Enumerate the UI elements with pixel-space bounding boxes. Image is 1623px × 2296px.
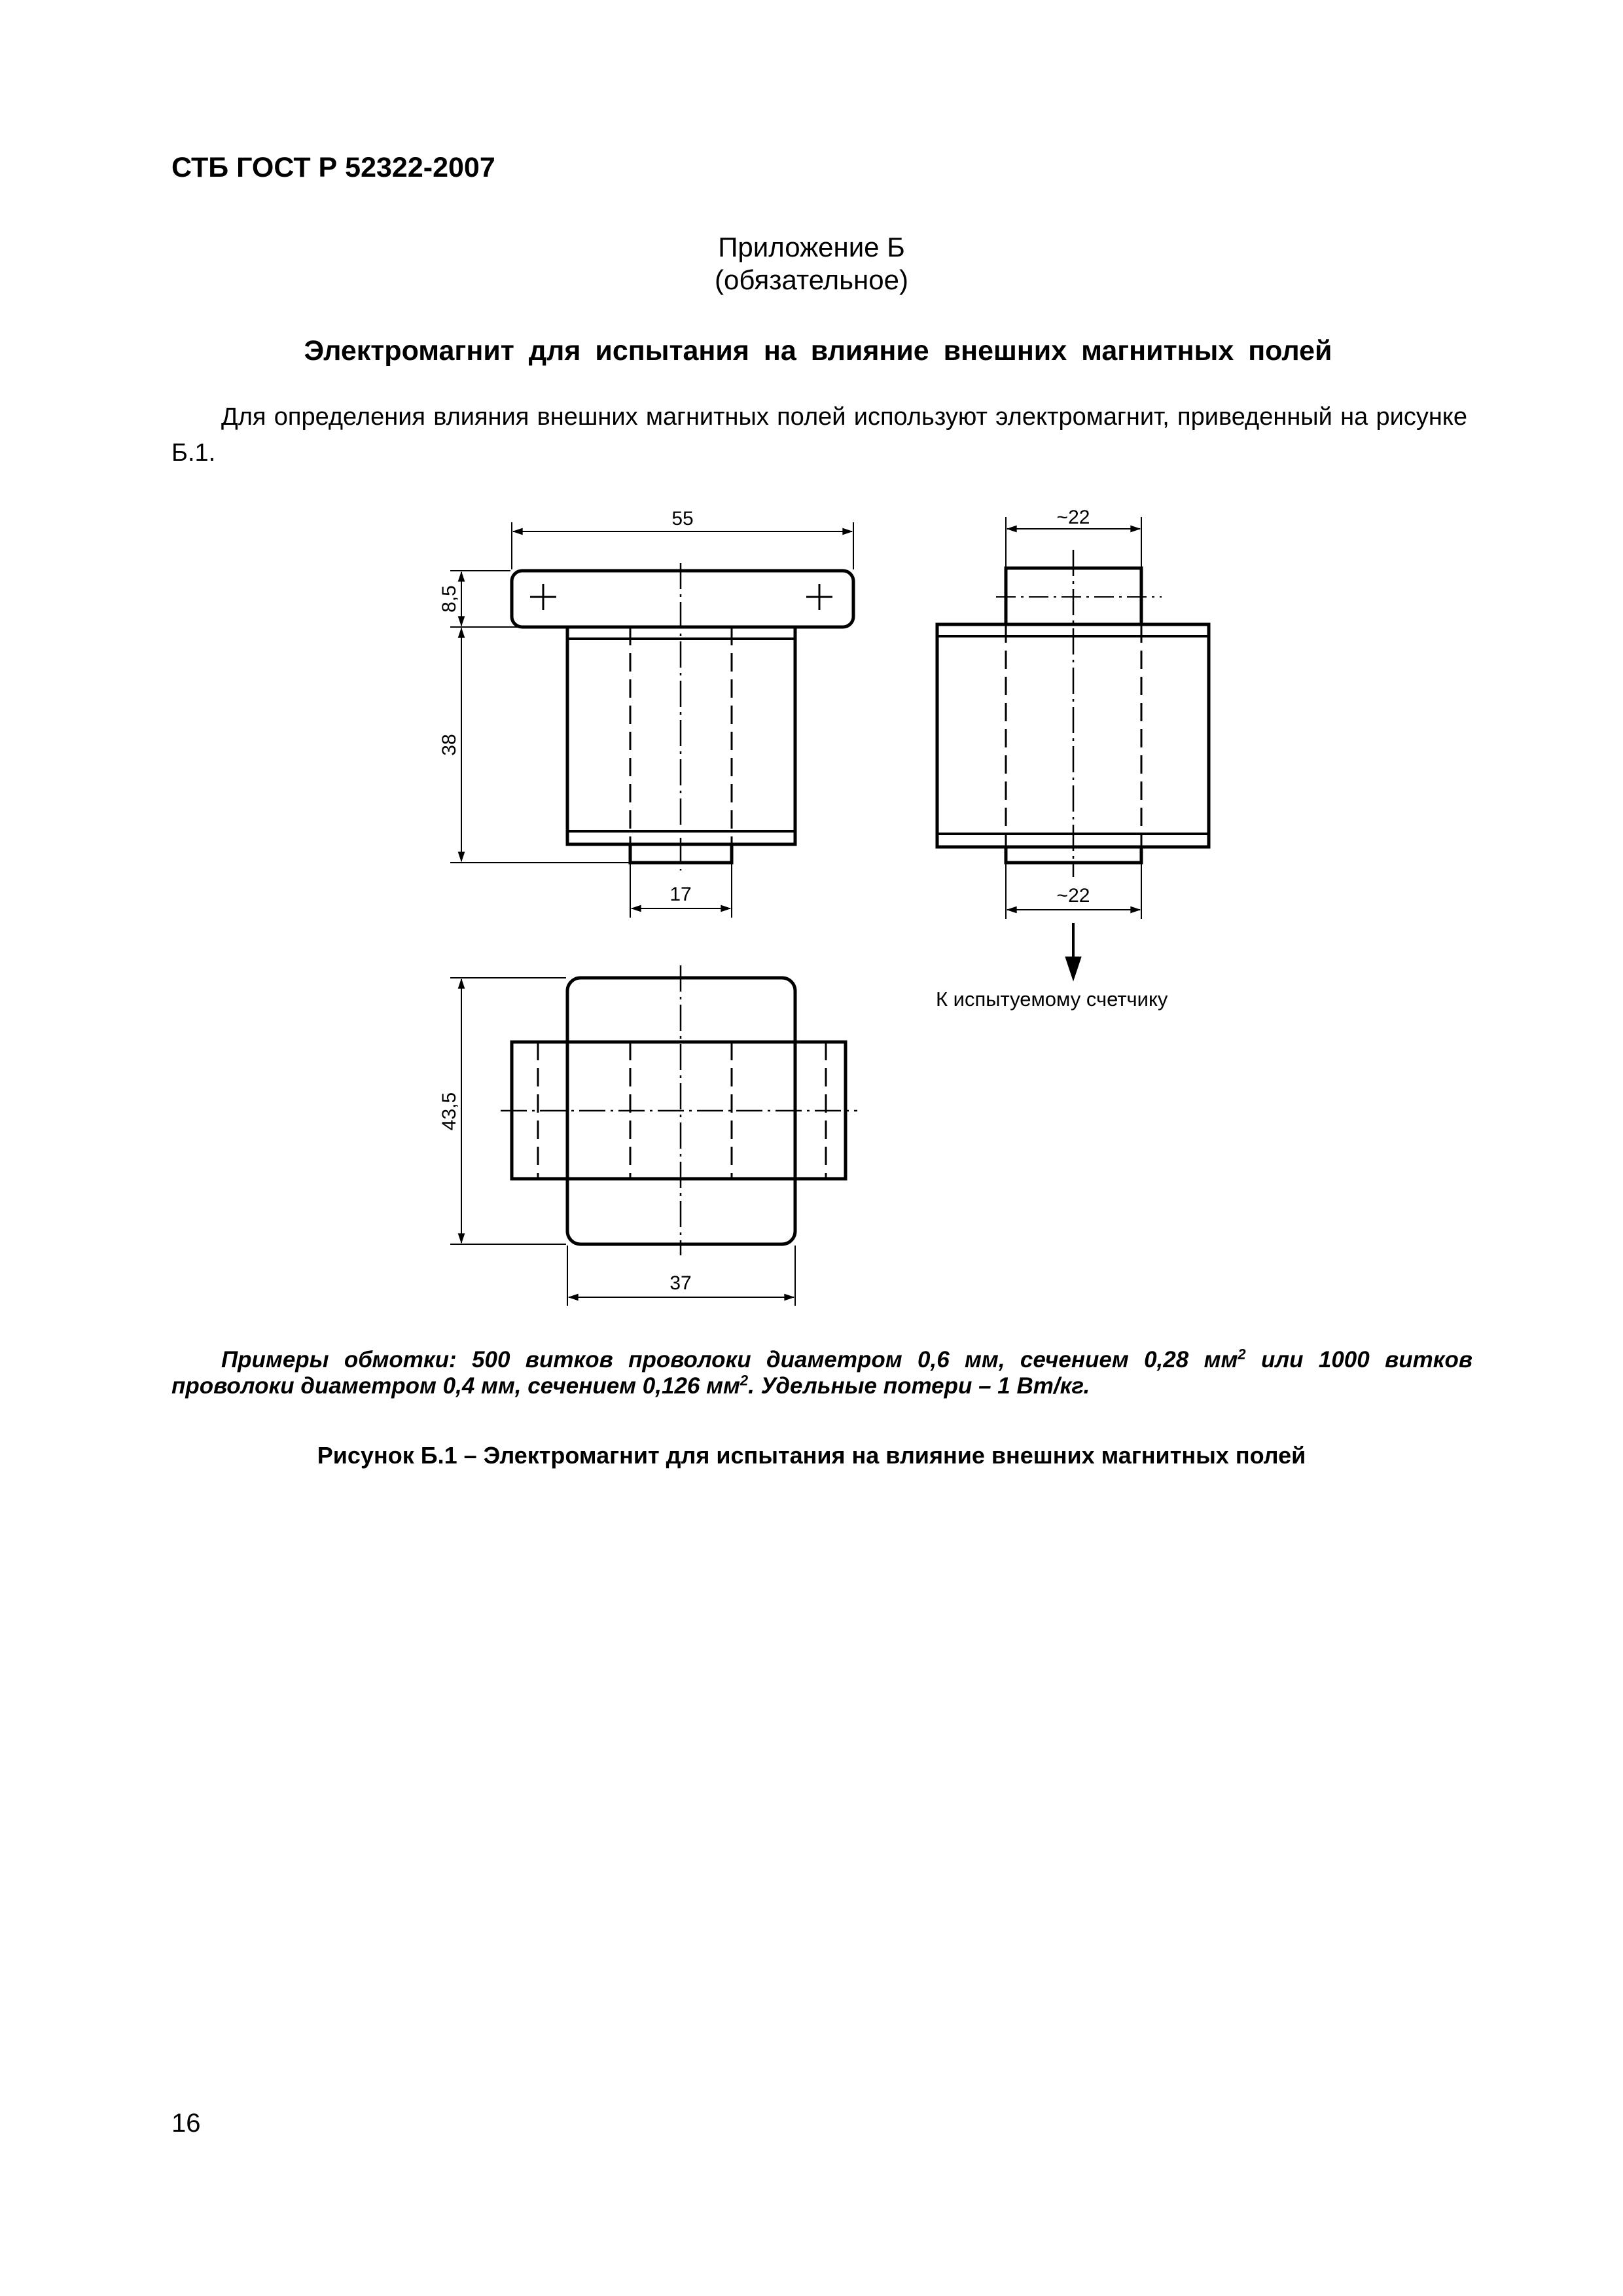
winding-note <box>171 1347 1472 1399</box>
dim-plan-height: 43,5 <box>438 1092 460 1131</box>
note-part3: . Удельные потери – 1 Вт/кг. <box>748 1373 1090 1399</box>
dim-top-width: 55 <box>671 508 694 529</box>
note-part2: или 1000 витков проволоки диаметром 0,4 мм, сечением 0,126 мм <box>171 1347 1473 1399</box>
dim-side-top: ~22 <box>1056 507 1090 528</box>
intro-paragraph: Для определения влияния внешних магнитных полей используют электромагнит, приведенный на рисунке Б.1. <box>171 403 1467 467</box>
note-sup2: 2 <box>740 1372 749 1389</box>
dim-plan-width: 37 <box>669 1272 692 1294</box>
side-view <box>937 517 1209 980</box>
note-part1: Примеры обмотки: 500 витков проволоки диаметром 0,6 мм, сечением 0,28 мм <box>221 1347 1238 1372</box>
page-number: 16 <box>171 2109 201 2138</box>
dim-body-height: 38 <box>438 734 460 756</box>
plan-view <box>450 965 857 1306</box>
note-sup1: 2 <box>1238 1346 1246 1363</box>
appendix-status: (обязательное) <box>715 264 908 295</box>
arrow-label: К испытуемому счетчику <box>936 988 1168 1011</box>
front-view <box>450 522 853 918</box>
dim-side-bottom: ~22 <box>1056 885 1090 906</box>
figure-caption: Рисунок Б.1 – Электромагнит для испытания на влияние внешних магнитных полей <box>317 1442 1306 1469</box>
appendix-title: Приложение Б <box>718 232 905 262</box>
dim-cap-height: 8,5 <box>438 585 460 613</box>
standard-code: СТБ ГОСТ Р 52322-2007 <box>171 152 495 183</box>
dim-stem-width: 17 <box>669 884 692 905</box>
section-heading: Электромагнит для испытания на влияние внешних магнитных полей <box>304 335 1332 367</box>
